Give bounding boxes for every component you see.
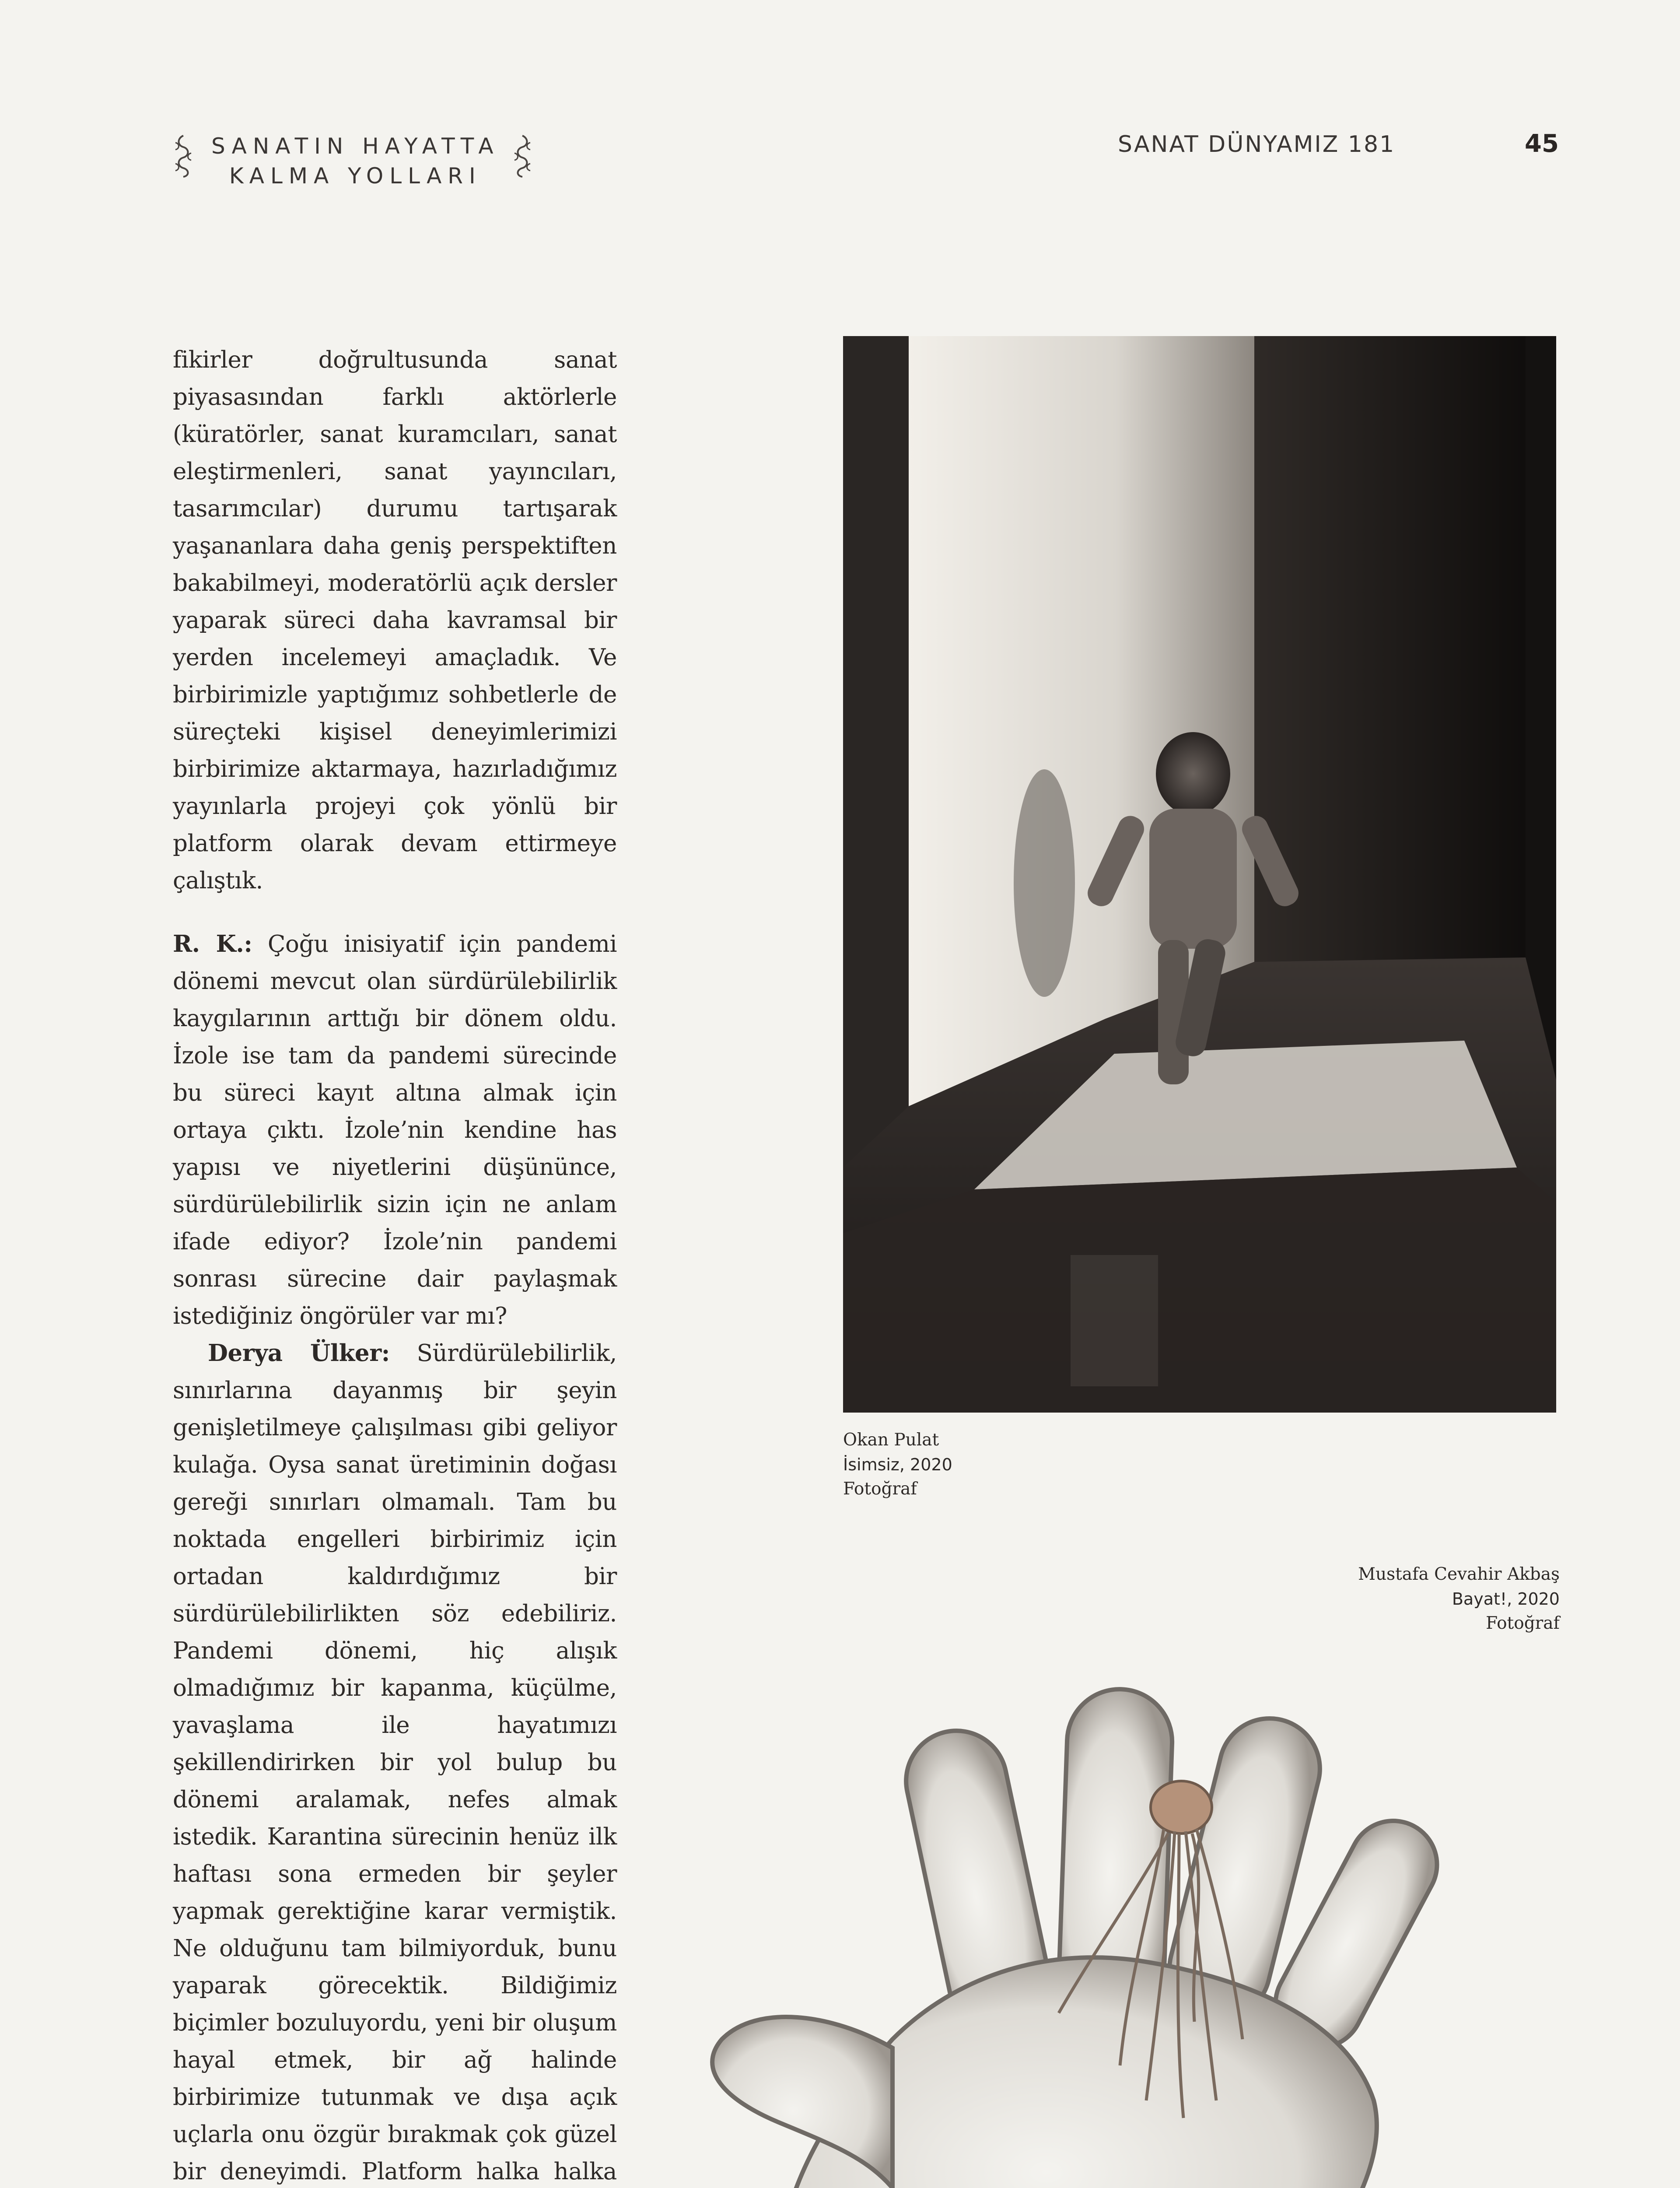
caption-2-medium: Fotoğraf: [1486, 1613, 1560, 1633]
caption-1-medium: Fotoğraf: [843, 1479, 917, 1499]
corridor-photo-illustration: [843, 336, 1556, 1413]
page-number: 45: [1525, 130, 1559, 158]
running-head: [173, 131, 533, 191]
answer-speaker: Derya Ülker:: [208, 1339, 390, 1367]
caption-photo-2: [1358, 1562, 1560, 1636]
caption-2-title: Bayat!, 2020: [1452, 1589, 1560, 1609]
ornament-icon: [512, 134, 533, 178]
photo-hand-jellyfish: [648, 1663, 1680, 2188]
section-title-line1: SANATIN HAYATTA: [211, 133, 500, 159]
ornament-icon: [173, 134, 194, 178]
interview-answer: [173, 1335, 617, 2188]
photo-child-running: [843, 336, 1556, 1413]
article-body: [173, 341, 617, 2188]
caption-2-artist: Mustafa Cevahir Akbaş: [1358, 1564, 1560, 1584]
caption-1-artist: Okan Pulat: [843, 1430, 939, 1450]
caption-photo-1: [843, 1428, 952, 1501]
question-text: Çoğu inisiyatif için pandemi dönemi mevcut olan sürdürülebilirlik kaygılarının arttığı bir dönem oldu. İzole ise tam da pandemi sürecinde bu süreci kayıt altına almak için ortaya çıktı. İzole’nin kendine has yapısı ve niyetlerini düşününce, sürdürülebilirlik sizin için ne anlam ifade ediyor? İzole’nin pandemi sonrası sürecine dair paylaşmak istediğiniz öngörüler var mı?: [173, 931, 617, 1329]
section-title: [211, 131, 500, 191]
caption-1-title: İsimsiz, 2020: [843, 1455, 952, 1474]
answer-text: Sürdürülebilirlik, sınırlarına dayanmış bir şeyin genişletilmeye çalışılması gibi geliyor kulağa. Oysa sanat üretiminin doğası gereği sınırları olmamalı. Tam bu noktada engelleri birbirimiz için ortadan kaldırdığımız bir sürdürülebilirlikten söz edebiliriz. Pandemi dönemi, hiç alışık olmadığımız bir kapanma, küçülme, yavaşlama ile hayatımızı şekillendirirken bir yol bulup bu dönemi aralamak, nefes almak istedik. Karantina sürecinin henüz ilk haftası sona ermeden bir şeyler yapmak gerektiğine karar vermiştik. Ne olduğunu tam bilmiyorduk, bunu yaparak görecektik. Bildiğimiz biçimler bozuluyordu, yeni bir oluşum hayal etmek, bir ağ halinde birbirimize tutunmak ve dışa açık uçlarla onu özgür bırakmak çok güzel bir deneyimdi. Platform halka halka: [173, 1340, 617, 2185]
section-title-line2: KALMA YOLLARI: [229, 163, 482, 189]
paragraph-intro: fikirler doğrultusunda sanat piyasasından farklı aktörlerle (küratörler, sanat kuramcıları, sanat eleştirmenleri, sanat yayıncıları, tasarımcılar) durumu tartışarak yaşananlara daha geniş perspektiften bakabilmeyi, moderatörlü açık dersler yaparak süreci daha kavramsal bir yerden incelemeyi amaçladık. Ve birbirimizle yaptığımız sohbetlerle de süreçteki kişisel deneyimlerimizi birbirimize aktarmaya, hazırladığımız yayınlarla projeyi çok yönlü bir platform olarak devam ettirmeye çalıştık.: [173, 347, 617, 894]
magazine-name: SANAT DÜNYAMIZ 181: [1118, 131, 1396, 158]
interview-question: [173, 926, 617, 1335]
question-speaker: R. K.:: [173, 930, 252, 957]
